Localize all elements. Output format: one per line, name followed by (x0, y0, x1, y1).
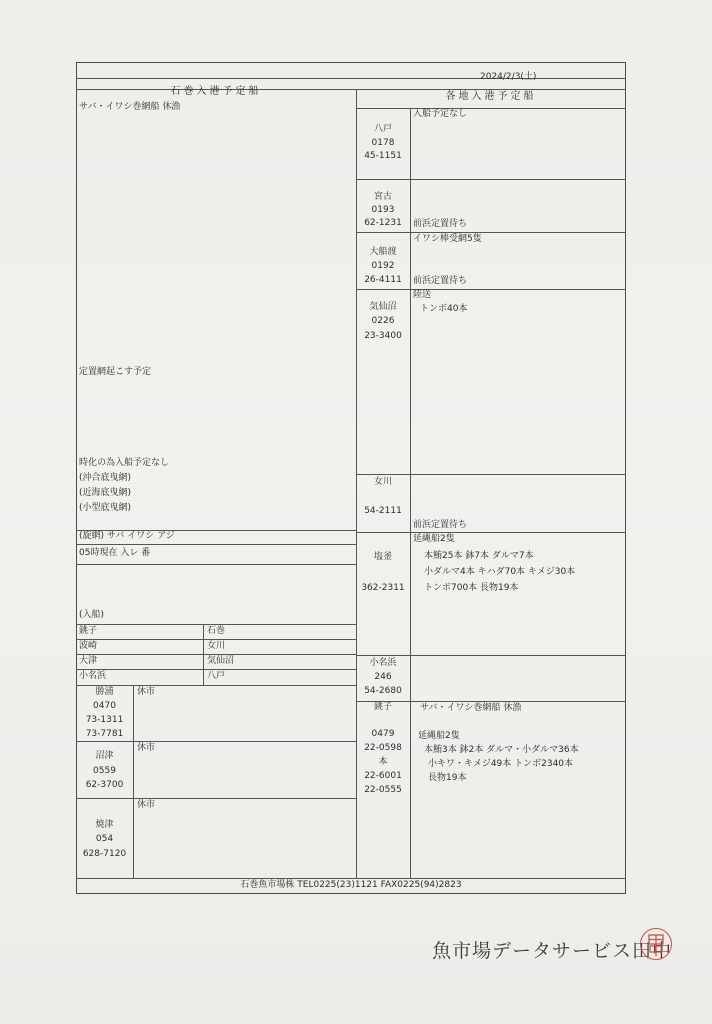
port-choshi-name: 銚子 (373, 702, 392, 712)
divider-port-col (410, 108, 411, 878)
port-yaizu-name: 焼津 (95, 820, 114, 830)
port-ofunato-tel-2: 26-4111 (364, 275, 402, 285)
port-choshi-tel-2: 22-0598 (364, 743, 402, 753)
ishinomaki-shike: 時化の為入船予定なし (79, 458, 170, 468)
pair-right-3: 気仙沼 (207, 656, 235, 666)
rule-miyako (356, 232, 626, 233)
ishinomaki-status: サバ・イワシ巻網船 休漁 (79, 102, 181, 112)
port-kesennuma-note-2: トンボ40本 (420, 304, 468, 314)
port-numazu-note: 休市 (137, 743, 156, 753)
port-shiogama-name: 塩釜 (373, 552, 392, 562)
port-onahama-tel-1: 246 (374, 672, 392, 682)
rule-katsuura (76, 741, 356, 742)
divider-south-ports (133, 685, 134, 878)
category-kinkai: (近海底曳網) (79, 488, 132, 498)
port-ofunato-note-2: 前浜定置待ち (413, 276, 468, 286)
pair-right-4: 八戸 (207, 671, 226, 681)
rule-right-sub (356, 108, 626, 109)
port-shiogama-note-1: 延縄船2隻 (413, 534, 455, 544)
rule-left-2 (76, 544, 356, 545)
port-hachinohe-tel-1: 0178 (371, 138, 395, 148)
port-numazu-tel-2: 62-3700 (85, 780, 124, 790)
footer-contact: 石巻魚市場株 TEL0225(23)1121 FAX0225(94)2823 (240, 880, 462, 890)
port-choshi-tel-1: 0479 (371, 729, 395, 739)
rule-left-3 (76, 564, 356, 565)
port-kesennuma-name: 気仙沼 (369, 302, 397, 312)
category-okiai: (沖合底曳網) (79, 473, 132, 483)
rule-onagawa (356, 532, 626, 533)
category-kogata: (小型底曳網) (79, 503, 132, 513)
port-yaizu-note: 休市 (137, 800, 156, 810)
port-katsuura-name: 勝浦 (95, 687, 114, 697)
rule-shiogama (356, 655, 626, 656)
port-choshi-note-5: 長物19本 (428, 773, 467, 783)
port-numazu-name: 沼津 (95, 751, 114, 761)
port-shiogama-tel-1: 362-2311 (361, 583, 405, 593)
port-hachinohe-name: 八戸 (373, 124, 392, 134)
rule-kesennuma (356, 474, 626, 475)
port-yaizu-tel-2: 628-7120 (82, 849, 127, 859)
port-ofunato-tel-1: 0192 (371, 261, 395, 271)
port-katsuura-tel-3: 73-7781 (85, 729, 124, 739)
rule-ofunato (356, 289, 626, 290)
port-onagawa-note-1: 前浜定置待ち (413, 520, 468, 530)
port-miyako-note-1: 前浜定置待ち (413, 219, 468, 229)
signature: 魚市場データサービス田中 (432, 940, 673, 962)
rule-date (76, 78, 626, 79)
port-choshi-note-3: 本鮪3本 鉢2本 ダルマ・小ダルマ36本 (424, 745, 579, 755)
rule-left-6 (76, 654, 356, 655)
pair-left-1: 銚子 (79, 626, 98, 636)
port-onahama-name: 小名浜 (369, 658, 397, 668)
port-onagawa-tel-1: 54-2111 (364, 506, 402, 516)
nyusen-label: (入船) (79, 610, 105, 620)
rule-footer (76, 878, 626, 879)
rule-left-8 (76, 685, 356, 686)
port-shiogama-note-4: トンボ700本 長物19本 (424, 583, 519, 593)
port-ofunato-note-1: イワシ棒受網5隻 (413, 234, 482, 244)
ishinomaki-teichi: 定置網起こす予定 (79, 367, 152, 377)
header-ishinomaki: 石巻入港予定船 (170, 86, 262, 97)
header-other-ports: 各地入港予定船 (445, 91, 537, 102)
category-time: 05時現在 入レ 番 (79, 548, 151, 558)
pair-left-3: 大津 (79, 656, 98, 666)
pair-right-2: 女川 (207, 641, 226, 651)
port-choshi-note-1: サバ・イワシ巻網船 休漁 (420, 703, 522, 713)
port-choshi-note-2: 延縄船2隻 (418, 731, 460, 741)
rule-left-4 (76, 624, 356, 625)
port-choshi-tel-4: 22-6001 (364, 771, 402, 781)
port-shiogama-note-3: 小ダルマ4本 キハダ70本 キメジ30本 (424, 567, 576, 577)
port-shiogama-note-2: 本鮪25本 鉢7本 ダルマ7本 (424, 551, 534, 561)
port-hachinohe-note-1: 入船予定なし (413, 109, 468, 119)
port-hachinohe-tel-2: 45-1151 (364, 151, 402, 161)
port-choshi-note-4: 小キワ・キメジ49本 トンボ2340本 (428, 759, 574, 769)
port-katsuura-tel-1: 0470 (93, 701, 116, 711)
hanko-seal (640, 928, 672, 960)
report-date: 2024/2/3(土) (480, 72, 537, 82)
port-katsuura-tel-2: 73-1311 (85, 715, 124, 725)
port-miyako-tel-2: 62-1231 (364, 218, 402, 228)
port-miyako-name: 宮古 (373, 192, 392, 202)
port-onagawa-name: 女川 (373, 477, 392, 487)
pair-left-4: 小名浜 (79, 671, 107, 681)
port-katsuura-note: 休市 (137, 687, 156, 697)
category-makiami: (旋網) サバ イワシ アジ (79, 531, 175, 541)
port-onahama-tel-2: 54-2680 (364, 686, 402, 696)
rule-left-7 (76, 669, 356, 670)
port-ofunato-name: 大船渡 (369, 247, 397, 257)
pair-right-1: 石巻 (207, 626, 226, 636)
port-kesennuma-note-1: 陸送 (413, 290, 432, 300)
port-kesennuma-tel-1: 0226 (371, 316, 395, 326)
port-miyako-tel-1: 0193 (371, 205, 395, 215)
port-kesennuma-tel-2: 23-3400 (364, 331, 402, 341)
rule-numazu (76, 798, 356, 799)
rule-hachinohe (356, 179, 626, 180)
port-choshi-tel-3: 本 (378, 757, 388, 767)
divider-pairs (203, 624, 204, 685)
port-numazu-tel-1: 0559 (93, 766, 116, 776)
pair-left-2: 波崎 (79, 641, 98, 651)
port-choshi-tel-5: 22-0555 (364, 785, 402, 795)
port-yaizu-tel-1: 054 (95, 834, 114, 844)
rule-left-5 (76, 639, 356, 640)
